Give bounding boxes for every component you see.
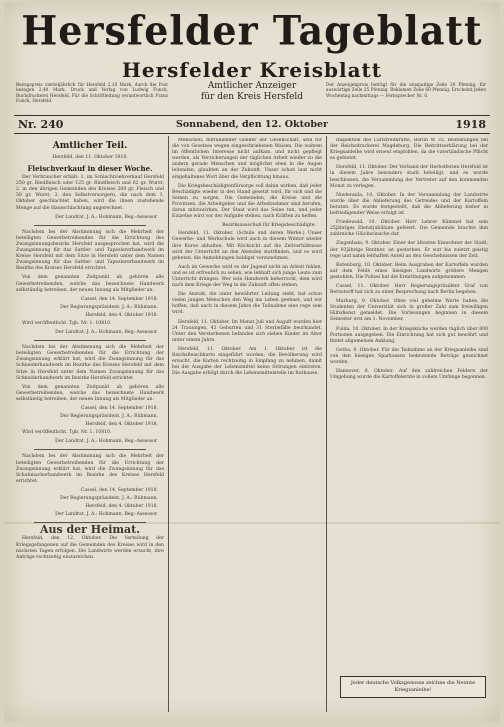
column-divider: [326, 136, 327, 712]
dateline-text: Cassel, den 14. September 1918.: [80, 487, 158, 493]
signature: Bezirksausschuß für Kriegsbeschädigte.: [222, 223, 316, 229]
header-right-notice: Der Anzeigenpreis beträgt für die einspaltige Zeile 20 Pfennig, für auswärtige Zeile 25 Pfennig. Reklamen Zeile 60 Pfennig. Erscheint jeden Wochentag nachmittags — Fernsprecher Nr. 6.: [326, 83, 486, 99]
article-paragraph: Die Kriegsbeschädigtenfürsorge soll dahin wirken, daß jeder Beschädigte wieder in den Stand gesetzt wird, für sich und die Seinen zu sorgen. Die Gemeinden, die Kreise und die Provinzen, die Arbeitgeber und die Arbeitnehmer sind berufen, daran mitzuwirken. Der Staat wird das Seine tun, und jeder Einzelne wird vor der Aufgabe stehen, nach Kräften zu helfen.: [172, 183, 322, 220]
article-paragraph: Der Verbraucher erhält: 1. im Schlachtviehverkauf Hersfeld 250 gr. Rindfleisch oder 125 gr. Rindfleisch und 62 gr. Wurst; 2. in den übrigen Gemeinden des Kreises 200 gr. Fleisch und 50 gr. Wurst; 3. den Selbstversorgern, die nach dem 1. Oktober geschlachtet haben, wird die ihnen zustehende Menge auf die Hausschlachtung angerechnet.: [16, 175, 164, 211]
article-paragraph: Hersfeld, 11. Oktober. Im Monat Juli und Auguft wurden hier 24 Trauungen, 42 Geburten und 31 Sterbefälle beurkundet. Unter den Verstorbenen befanden sich sieben Kinder im Alter unter einem Jahre.: [172, 319, 322, 343]
issue-date: Sonnabend, den 12. Oktober: [175, 119, 329, 130]
article-paragraph: Rotenburg, 10. Oktober. Beim Ausgraben der Kartoffeln wurden auf dem Felde eines hiesigen Landwirts größere Mengen gestohlen. Die Polizei hat die Ermittlungen aufgenommen.: [330, 262, 488, 280]
masthead-title: Hersfelder Tageblatt: [21, 6, 483, 55]
column-3: [330, 138, 488, 714]
signature: Der Regierungspräsident. J. A.: Rühmann.: [60, 496, 158, 502]
article-paragraph: Hersfeld, 11. Oktober. (Schule und deren Werke.) Unser Gewerbe- und Werkschule wird auch in diesem Winter wieder ihre Kurse abhalten. Mit Rücksicht auf die Zeitverhältnisse wird der Unterricht an den Abenden stattfinden, und es wird gebeten, die Anmeldungen baldigst vorzunehmen.: [172, 231, 322, 261]
dateline-text: Hersfeld, den 4. Oktober 1918.: [85, 312, 158, 318]
article-paragraph: Marburg, 9. Oktober. Ohne viel geheime Worte haben die Studenten der Universität sich in großer Zahl zum freiwilligen Hilfsdienst gemeldet. Die Vorlesungen beginnen in diesem Semester erst am 1. November.: [330, 299, 488, 323]
advertisement-box: [340, 676, 486, 698]
dateline-text: Hersfeld, den 11. Oktober 1918.: [52, 155, 128, 160]
article-paragraph: Nachdem bei der Abstimmung sich die Mehrheit der beteiligten Gewerbetreibenden für die Errichtung der Zwangsinnung erklärt hat, wird die Zwangsinnung für das Schneiderhandwerk im Bezirke des Kreises Hersfeld mit dem Sitze in Hersfeld unter dem Namen Zwangsinnung für das Schneiderhandwerk im Bezirke Hersfeld errichtet.: [16, 345, 164, 381]
masthead-subtitle: Hersfelder Kreisblatt: [121, 58, 383, 82]
signature: Der Landrat. J. A.: Hohmann, Reg.-Assessor.: [55, 439, 158, 445]
column-divider: [168, 136, 169, 712]
article-paragraph: Niederaula, 10. Oktober. In der Versammlung der Landwirte wurde über die Ablieferung des Getreides und der Kartoffeln beraten. Es wurde festgestellt, daß die Ablieferung bisher in befriedigender Weise erfolgt ist.: [330, 192, 488, 217]
article-paragraph: Hersfeld, 11. Oktober. Am 1. Oktober ist die Reichsfleischkarte eingeführt worden; die Bevölkerung wird ersucht, die Karten rechtzeitig in Empfang zu nehmen, damit bei der Ausgabe der Lebensmittel keine Störungen eintreten. Die Ausgabe erfolgt durch die Lebensmittelstelle im Rathause.: [172, 346, 322, 377]
article-paragraph: Wird veröffentlicht. Tgb. Nr. 1. 10810.: [22, 430, 112, 436]
issue-year: 1918: [455, 118, 486, 131]
separator: [34, 449, 146, 450]
article-paragraph: Von dem genannten Zeitpunkt ab gehören alle Gewerbetreibenden, welche das bezeichnete Handwerk selbständig betreiben, der neuen Innung als Mitglieder an.: [16, 384, 164, 402]
section-heading: Amtlicher Teil.: [52, 141, 128, 151]
dateline-text: Hersfeld, den 4. Oktober 1918.: [85, 422, 158, 428]
header-center-text: Amtlicher Anzeiger für den Kreis Hersfeld: [200, 81, 304, 102]
signature: Der Landrat. J. A.: Hohmann, Reg.-Assessor.: [55, 214, 158, 220]
header-left-notice: Bezugspreis vierteljährlich für Hersfeld 2,10 Mark, durch die Post bezogen 2,40 Mark. Druck und Verlag von Ludwig Funck, Buchdruckerei Hersfeld. Für die Schriftleitung verantwortlich Franz Funck, Hersfeld.: [16, 83, 168, 105]
article-subheading: Fleischverkauf in dieser Woche.: [27, 164, 153, 174]
article-paragraph: Nachdem bei der Abstimmung sich die Mehrheit der beteiligten Gewerbetreibenden für die Errichtung des Zwangsinnungsbezirks Hersfeld ausgesprochen hat, wird die Zwangsinnung für das Sattler- und Tapeziererhandwerk im Kreise Hersfeld mit dem Sitze in Hersfeld unter dem Namen Zwangsinnung für das Sattler- und Tapeziererhandwerk im Bezirke des Kreises Hersfeld errichtet.: [16, 229, 164, 272]
article-paragraph: Hannover, 8. Oktober. Auf den zahlreichen Feldern der Umgebung wurde die Kartoffelernte in vollem Umfange begonnen.: [330, 369, 488, 381]
dateline-text: Cassel, den 14. September 1918.: [80, 296, 158, 302]
article-paragraph: Nachdem bei der Abstimmung sich die Mehrheit der beteiligten Gewerbetreibenden für die Errichtung der Zwangsinnung erklärt hat, wird die Zwangsinnung für das Schuhmacherhandwerk im Bezirke des Kreises Hersfeld errichtet.: [16, 454, 164, 484]
divider: [14, 115, 490, 116]
article-paragraph: Ziegenhain, 9. Oktober. Einer der ältesten Einwohner der Stadt, der 93jährige Rentner, ist gestorben. Er war bis zuletzt geistig rege und nahm lebhaften Anteil an den Geschehnissen der Zeit.: [330, 241, 488, 259]
separator: [34, 340, 146, 341]
article-paragraph: Hersfeld, den 12. Oktober. Die Verteilung der Kriegsgefangenen auf die Gemeinden des Kreises wird in den nächsten Tagen erfolgen. Die Landwirte werden ersucht, ihre Anträge rechtzeitig einzureichen.: [16, 536, 164, 560]
advertisement-text: Jeder deutsche Volksgenosse zeichne die Neunte Kriegsanleihe!: [350, 680, 476, 693]
article-paragraph: Von dem genannten Zeitpunkt ab gehören alle Gewerbetreibenden, welche das bezeichnete Handwerk selbständig betreiben, der neuen Innung als Mitglieder an.: [16, 275, 164, 293]
article-paragraph: Wird veröffentlicht. Tgb. Nr. 1. 10810.: [22, 320, 112, 326]
issue-dateline: [14, 118, 490, 132]
newspaper-page: [4, 2, 500, 722]
signature: Der Regierungspräsident. J. A.: Rühmann.: [60, 414, 158, 420]
section-heading-heimat: Aus der Heimat.: [39, 523, 141, 537]
article-paragraph: Auch im Gewerbe wird es der Jugend nicht an Arbeit fehlen, und es ist erfreulich zu sehen, wie lebhaft sich junge Leute zum Unterricht drängen. Wer sein Handwerk beherrscht, dem wird nach dem Kriege der Weg in die Zukunft offen stehen.: [172, 264, 322, 289]
dateline-text: Hersfeld, den 4. Oktober 1918.: [85, 504, 158, 510]
dateline-text: Cassel, den 14. September 1918.: [80, 406, 158, 411]
paper-fold: [4, 522, 500, 524]
issue-number: Nr. 240: [18, 118, 64, 131]
article-paragraph: Fulda, 10. Oktober. In der Kriegsküche werden täglich über 800 Portionen ausgegeben. Die Einrichtung hat sich gut bewährt und findet allgemeinen Anklang.: [330, 326, 488, 344]
column-1: [16, 138, 164, 714]
separator: [34, 225, 146, 226]
article-paragraph: Menschen, mitfühlender Glieder der Gesellschaft, sein für die von Gesetzes wegen eingeschriebenen Waisen. Die wahren im öffentlichen Interesse nicht aufkam, und nicht gepflegt werden, als Versicherungen der täglichen Arbeit wieder zu die andern gerade Menschen und möglichst eben in die Augen leitenden, glaubten an der Zukunft. Unser schon laut nicht eingehaltenes Wort über die Verpflichtung hinaus.: [172, 138, 322, 180]
divider: [14, 133, 490, 134]
signature: Der Landrat. J. A.: Hohmann, Reg.-Assessor.: [55, 330, 158, 336]
column-2: [172, 138, 322, 714]
article-paragraph: Cassel, 11. Oktober. Herr Regierungspräsident Graf von Bernstorff hat sich zu einer Besprechung nach Berlin begeben.: [330, 283, 488, 296]
article-paragraph: Gotha, 9. Oktober. Für die Teilnahme an der Kriegsanleihe sind von den hiesigen Sparkassen bedeutende Beträge gezeichnet worden.: [330, 347, 488, 365]
article-paragraph: Friedewald, 10. Oktober. Herr Lehrer Kümmel hat sein 25jähriges Dienstjubiläum gefeiert. Die Gemeinde brachte ihm zahlreiche Glückwünsche dar.: [330, 220, 488, 238]
article-paragraph: Die Anstalt, die unter bewährter Leitung steht, hat schon vielen jungen Menschen den Weg ins Leben geebnet, und wir hoffen, daß auch in diesem Jahre die Teilnahme eine rege sein wird.: [172, 292, 322, 316]
article-paragraph: Inspektion des Luftstreitkräfte, Berlin W 35, Bestellungen bei der Reichsdruckerei Magdeburg. Die Beitrittserklärung bei der Kriegsanleihe wird erneut empfohlen, da die vaterländische Pflicht es gebietet.: [330, 138, 488, 162]
signature: Der Landrat. J. A.: Hohmann, Reg.-Assessor.: [55, 512, 158, 518]
article-paragraph: Hersfeld, 11. Oktober. Der Verband der Herbstferien Hersfeld ist in diesem Jahre besonders stark beteiligt, und es wurde beschlossen, die Versammlung der Vertreter auf den kommenden Monat zu verlegen.: [330, 165, 488, 189]
signature: Der Regierungspräsident. J. A.: Rühmann.: [60, 304, 158, 310]
